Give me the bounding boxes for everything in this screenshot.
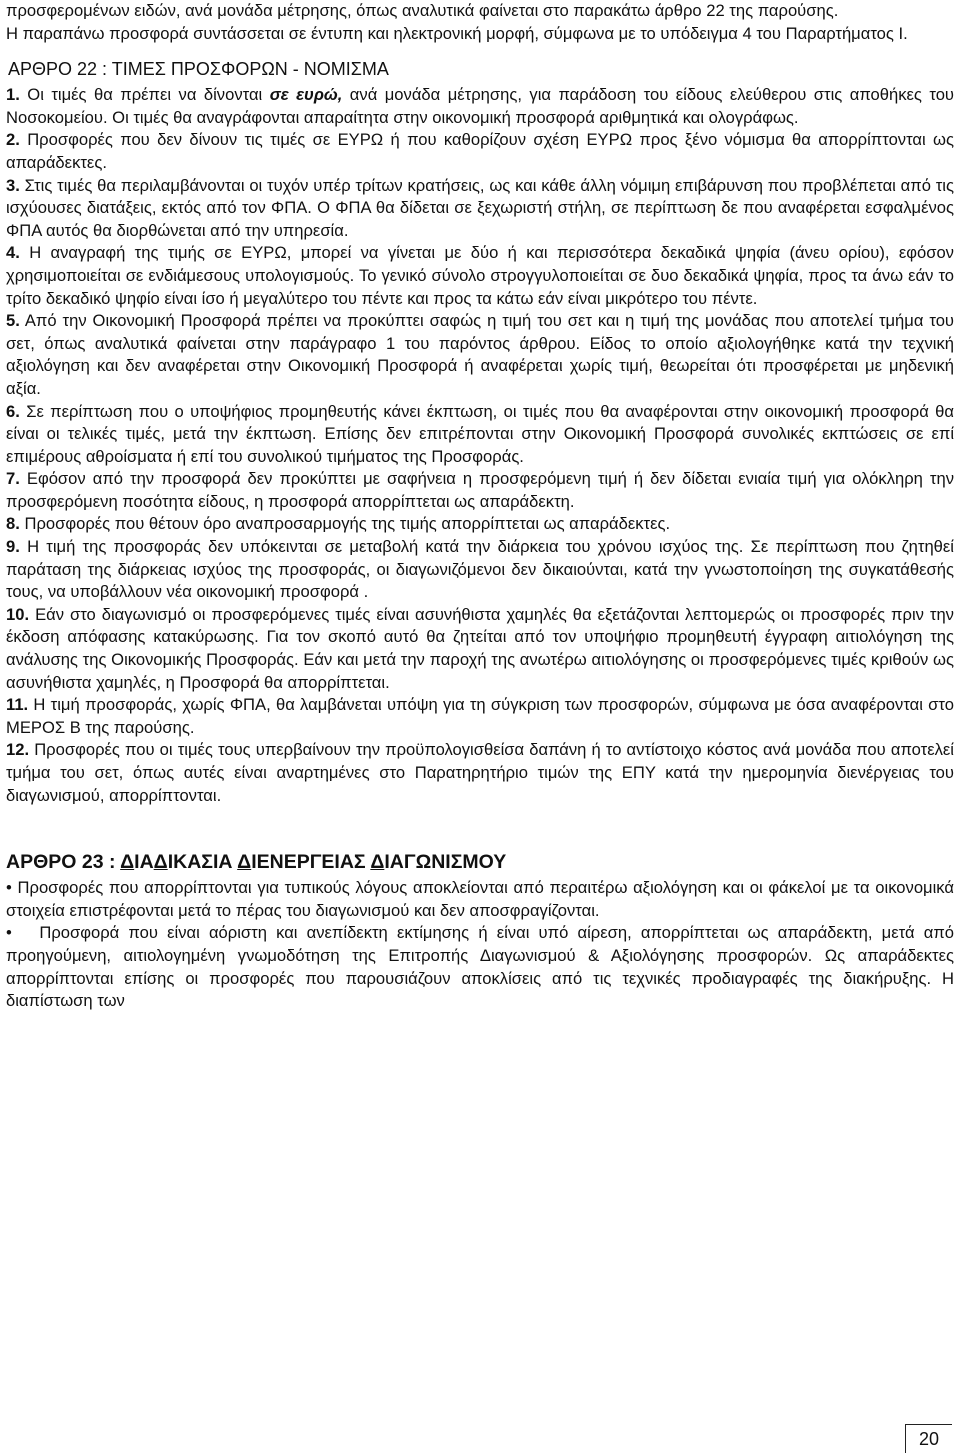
article-22-item-4 [6,242,954,310]
item-number: 3. [6,175,20,195]
article-22-item-3 [6,175,954,243]
article-22-item-9 [6,536,954,604]
item-number: 2. [6,130,20,150]
item-text: Η τιμή προσφοράς, χωρίς ΦΠΑ, θα λαμβάνεται υπόψη για τη σύγκριση των προσφορών, σύμφωνα με όσα αναφέρονται στο ΜΕΡΟΣ Β της παρούσης. [6,695,954,737]
bullet-icon: • [6,923,12,943]
article-23-heading-part: Δ [120,851,135,874]
item-number: 7. [6,469,20,489]
item-number: 6. [6,401,20,421]
article-23-heading-part: ΙΑ [134,851,154,874]
article-23-body [6,877,954,1013]
item-text: Από την Οικονομική Προσφορά πρέπει να προκύπτει σαφώς η τιμή του σετ και η τιμή της μονάδας που αποτελεί τμήμα του σετ, όπως αναλυτικά φαίνεται στην παράγραφο 1 του παρόντος άρθρου. Είδος το οποίο αξιολογήθηκε κατά την τεχνική αξιολόγηση και δεν αναφέρεται στην Οικονομική Προσφορά ή αναφέρεται χωρίς τιμή, θεωρείται ότι προσφέρεται με μηδενική αξία. [6,311,954,398]
article-22-item-5 [6,310,954,400]
page-number: 20 [905,1424,952,1453]
article-23-heading [6,849,954,875]
article-22-item-8 [6,513,954,536]
item-text: Προσφορές που οι τιμές τους υπερβαίνουν την προϋπολογισθείσα δαπάνη ή το αντίστοιχο κόστος ανά μονάδα που αποτελεί τμήμα του σετ, όπως αυτές είναι αναρτημένες στο Παρατηρητήριο τιμών της ΕΠΥ κατά την ημερομηνία διενέργειας του διαγωνισμού, απορρίπτονται. [6,740,954,805]
item-number: 11. [6,695,29,715]
article-23-bullet-2 [6,922,954,1012]
article-22-item-11 [6,694,954,739]
article-23-heading-part: ΙΑΓΩΝΙΣΜΟΥ [384,851,507,874]
article-22-item-6 [6,401,954,469]
article-23-heading-part: ΙΕΝΕΡΓΕΙΑΣ [251,851,371,874]
item-number: 10. [6,604,30,624]
article-22-item-2 [6,129,954,174]
item-text: Στις τιμές θα περιλαμβάνονται οι τυχόν υπέρ τρίτων κρατήσεις, ως και κάθε άλλη νόμιμη επιβάρυνση που προβλέπεται από τις ισχύουσες διατάξεις, εκτός από τον ΦΠΑ. Ο ΦΠΑ θα δίδεται σε ξεχωριστή στήλη, σε περίπτωση δε που αναφέρεται εσφαλμένος ΦΠΑ αυτός θα διορθώνεται από την υπηρεσία. [6,175,954,240]
item-number: 9. [6,537,20,557]
item-text: Προσφορές που δεν δίνουν τις τιμές σε ΕΥΡΩ ή που καθορίζουν σχέση ΕΥΡΩ προς ξένο νόμισμα θα απορρίπτονται ως απαράδεκτες. [6,130,954,172]
article-23-bullet-1 [6,877,954,922]
item-number: 8. [6,514,20,534]
article-22-body [6,84,954,807]
item-text: Η αναγραφή της τιμής σε ΕΥΡΩ, μπορεί να γίνεται με δύο ή και περισσότερα δεκαδικά ψηφία (άνευ ορίου), εφόσον χρησιμοποιείται σε ενδιάμεσους υπολογισμούς. Το γενικό σύνολο στρογγυλοποιείται σε δυο δεκαδικά ψηφία, προς τα άνω εάν το τρίτο δεκαδικό ψηφίο είναι ίσο ή μεγαλύτερο του πέντε και προς τα κάτω εάν είναι μικρότερο του πέντε. [6,243,954,308]
bullet-text: Προσφορά που είναι αόριστη και ανεπίδεκτη εκτίμησης ή είναι υπό αίρεση, απορρίπτεται ως απαράδεκτη, μετά από προηγούμενη, αιτιολογημένη γνωμοδότηση της Επιτροπής Διαγωνισμού & Αξιολόγησης προσφορών. Ως απαράδεκτες απορρίπτονται επίσης οι προσφορές που παρουσιάζουν αποκλίσεις από τις τεχνικές προδιαγραφές της διακήρυξης. Η διαπίστωση των [6,923,954,1011]
article-22-heading: ΑΡΘΡΟ 22 : ΤΙΜΕΣ ΠΡΟΣΦΟΡΩΝ - ΝΟΜΙΣΜΑ [8,59,389,80]
item-number: 12. [6,740,30,760]
bullet-icon: • [6,878,12,898]
article-23-heading-part: Δ [237,851,252,874]
article-22-item-10 [6,604,954,694]
item-number: 4. [6,243,20,263]
item-text-emphasis: σε ευρώ, [269,85,343,105]
article-23-heading-part: Δ [370,851,385,874]
item-text: Εφόσον από την προσφορά δεν προκύπτει με σαφήνεια η προσφερόμενη τιμή ή δεν δίδεται ενιαία τιμή για ολόκληρη την προσφερόμενη ποσότητα είδους, η προσφορά απορρίπτεται ως απαράδεκτη. [6,469,954,511]
document-page [6,0,954,1013]
item-text: Προσφορές που θέτουν όρο αναπροσαρμογής της τιμής απορρίπτεται ως απαράδεκτες. [24,514,671,534]
article-23-heading-part: Δ [153,851,168,874]
intro-paragraph-1: προσφερομένων ειδών, ανά μονάδα μέτρησης, όπως αναλυτικά φαίνεται στο παρακάτω άρθρο 22 της παρούσης. [6,1,839,20]
item-text: Σε περίπτωση που ο υποψήφιος προμηθευτής κάνει έκπτωση, οι τιμές που θα αναφέρονται στην οικονομική προσφορά θα είναι οι τελικές τιμές, μετά την έκπτωση. Επίσης δεν επιτρέπονται στην Οικονομική Προσφορά συνολικές εκπτώσεις σε επί επιμέρους αθροίσματα ή επί του συνολικού τιμήματος της Προσφοράς. [6,401,954,466]
item-number: 1. [6,85,20,105]
bullet-text: Προσφορές που απορρίπτονται για τυπικούς λόγους αποκλείονται από περαιτέρω αξιολόγηση και οι φάκελοί με τα οικονομικά στοιχεία επιστρέφονται μετά το πέρας του διαγωνισμού και δεν αποσφραγίζονται. [6,878,954,920]
article-22-item-7 [6,468,954,513]
article-22-item-12 [6,739,954,807]
item-text: Εάν στο διαγωνισμό οι προσφερόμενες τιμές είναι ασυνήθιστα χαμηλές θα εξετάζονται λεπτομερώς οι προσφορές πριν την έκδοση απόφασης κατακύρωσης. Για τον σκοπό αυτό θα ζητείται από τον υποψήφιο προμηθευτή έγγραφη αιτιολόγηση της ανάλυσης της Οικονομικής Προσφοράς. Εάν και μετά την παροχή της ανωτέρω αιτιολόγησης οι προσφερόμενες τιμές κριθούν ως ασυνήθιστα χαμηλές, η Προσφορά θα απορρίπτεται. [6,604,954,692]
article-22-item-1 [6,84,954,129]
item-text-post: ανά μονάδα μέτρησης, για παράδοση του είδους ελεύθερου στις αποθήκες του Νοσοκομείου. Οι τιμές θα αναγράφονται απαραίτητα στην οικονομική προσφορά αριθμητικά και ολογράφως. [6,85,954,127]
intro-paragraph-2: Η παραπάνω προσφορά συντάσσεται σε έντυπη και ηλεκτρονική μορφή, σύμφωνα με το υπόδειγμα 4 του Παραρτήματος Ι. [6,23,908,43]
item-number: 5. [6,311,20,331]
item-text-pre: Οι τιμές θα πρέπει να δίνονται [27,85,270,105]
article-23-heading-prefix: ΑΡΘΡΟ 23 : [6,851,121,874]
article-23-heading-part: ΙΚΑΣΙΑ [167,851,238,874]
item-text: Η τιμή της προσφοράς δεν υπόκεινται σε μεταβολή κατά την διάρκεια του χρόνου ισχύος της. Σε περίπτωση που ζητηθεί παράταση της διάρκειας ισχύος της προσφοράς, οι διαγωνιζόμενοι δεν δικαιούνται, κατά την γνωστοποίηση της συγκατάθεσής τους, να υποβάλλουν νέα οικονομική προσφορά . [6,537,954,602]
